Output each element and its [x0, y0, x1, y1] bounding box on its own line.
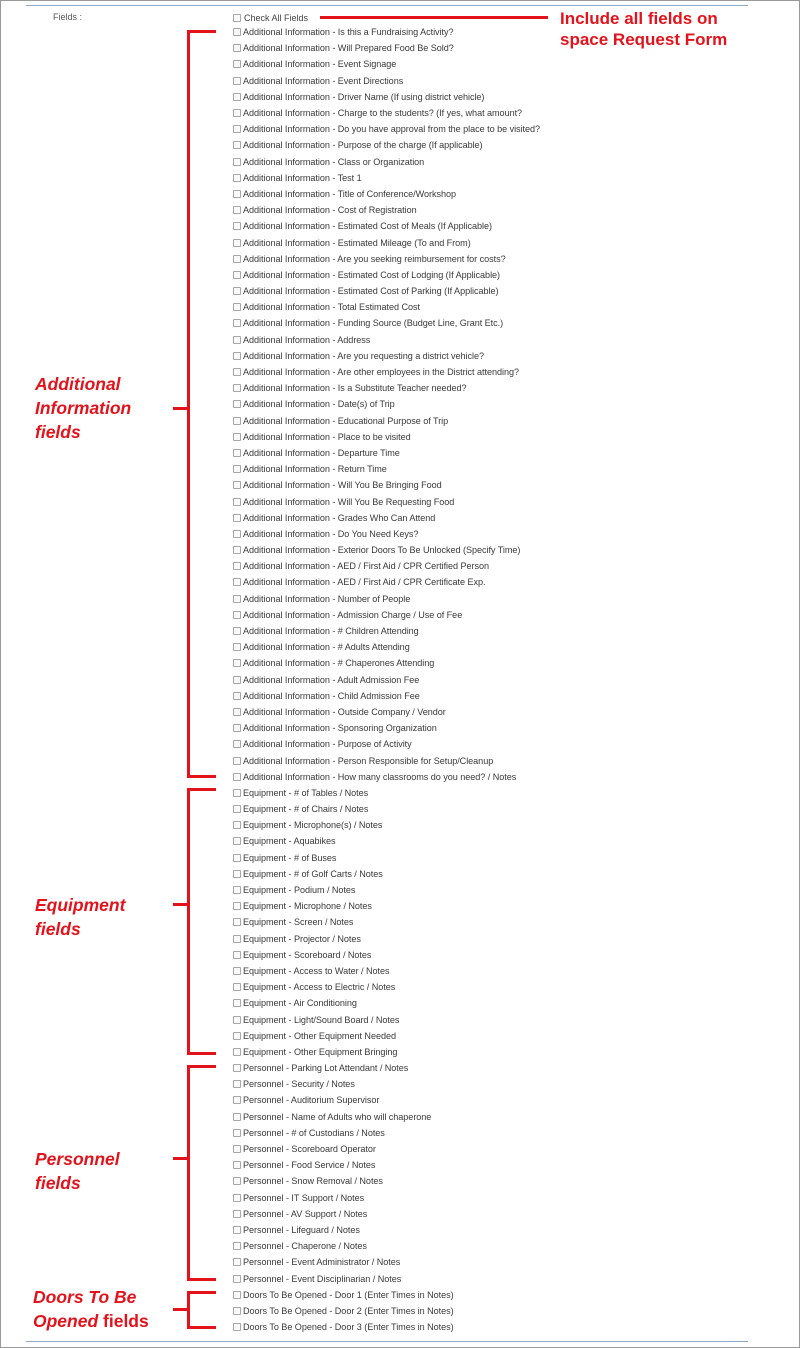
bottom-divider: [26, 1341, 748, 1342]
field-option[interactable]: [233, 154, 540, 170]
field-option-label: Additional Information - Is a Substitute Teacher needed?: [243, 383, 467, 394]
field-option-label: Additional Information - Total Estimated Cost: [243, 302, 421, 313]
field-option-label: Personnel - Lifeguard / Notes: [243, 1224, 360, 1235]
field-checkbox[interactable]: [233, 336, 241, 344]
field-checkbox[interactable]: [233, 870, 241, 878]
field-option[interactable]: [233, 833, 540, 849]
field-checkbox[interactable]: [233, 740, 241, 748]
field-option[interactable]: [233, 672, 540, 688]
field-option-label: Equipment - Aquabikes: [243, 836, 336, 847]
field-option[interactable]: [233, 1238, 540, 1254]
field-checkbox[interactable]: [233, 983, 241, 991]
field-option-label: Additional Information - Estimated Cost of Parking (If Applicable): [243, 286, 499, 297]
field-checkbox[interactable]: [233, 951, 241, 959]
field-option[interactable]: [233, 1222, 540, 1238]
field-option-label: Equipment - # of Chairs / Notes: [243, 804, 369, 815]
field-checkbox[interactable]: [233, 60, 241, 68]
field-option[interactable]: [233, 526, 540, 542]
field-checkbox[interactable]: [233, 902, 241, 910]
field-option-label: Additional Information - Purpose of the charge (If applicable): [243, 140, 483, 151]
field-option-label: Additional Information - Class or Organization: [243, 156, 425, 167]
include-all-callout: [560, 8, 727, 50]
field-checkbox[interactable]: [233, 1161, 241, 1169]
field-option[interactable]: [233, 137, 540, 153]
field-option[interactable]: [233, 995, 540, 1011]
doors-annotation: [33, 1285, 149, 1333]
field-option-label: Personnel - Name of Adults who will chaperone: [243, 1111, 432, 1122]
field-option[interactable]: [233, 1044, 540, 1060]
field-option[interactable]: [233, 380, 540, 396]
field-option[interactable]: [233, 850, 540, 866]
field-option[interactable]: [233, 801, 540, 817]
field-checkbox[interactable]: [233, 773, 241, 781]
field-option[interactable]: [233, 1011, 540, 1027]
field-checkbox[interactable]: [233, 1129, 241, 1137]
field-option-label: Additional Information - Number of People: [243, 593, 411, 604]
field-option[interactable]: [233, 1319, 540, 1335]
field-option[interactable]: [233, 558, 540, 574]
field-option-label: Additional Information - How many classrooms do you need? / Notes: [243, 771, 517, 782]
personnel-annotation: [35, 1147, 120, 1195]
field-option-label: Additional Information - AED / First Aid / CPR Certificate Exp.: [243, 577, 486, 588]
field-option-label: Additional Information - Driver Name (If using district vehicle): [243, 91, 485, 102]
field-option-label: Equipment - Other Equipment Needed: [243, 1030, 396, 1041]
callout-line-2: space Request Form: [560, 30, 728, 49]
field-checkbox[interactable]: [233, 789, 241, 797]
field-option-label: Additional Information - Child Admission Fee: [243, 690, 420, 701]
field-checkbox[interactable]: [233, 239, 241, 247]
field-option[interactable]: [233, 121, 540, 137]
personnel-annotation-line-2: fields: [35, 1173, 81, 1193]
personnel-annotation-line-1: Personnel: [35, 1149, 120, 1169]
field-checkbox[interactable]: [233, 546, 241, 554]
additional-annotation-line-2: Information: [35, 398, 132, 418]
doors-annotation-fields: fields: [98, 1311, 149, 1331]
field-checkbox[interactable]: [233, 222, 241, 230]
field-option[interactable]: [233, 1190, 540, 1206]
field-checkbox[interactable]: [233, 28, 241, 36]
field-option[interactable]: [233, 493, 540, 509]
field-option[interactable]: [233, 56, 540, 72]
field-checkbox[interactable]: [233, 595, 241, 603]
field-checkbox[interactable]: [233, 1194, 241, 1202]
field-checkbox[interactable]: [233, 44, 241, 52]
field-checkbox[interactable]: [233, 611, 241, 619]
field-option-label: Additional Information - Address: [243, 334, 371, 345]
field-checkbox[interactable]: [233, 287, 241, 295]
field-option-label: Additional Information - Sponsoring Organization: [243, 723, 437, 734]
field-option[interactable]: [233, 817, 540, 833]
callout-line-1: Include all fields on: [560, 9, 718, 28]
field-option[interactable]: [233, 251, 540, 267]
field-option[interactable]: [233, 639, 540, 655]
field-option-label: Additional Information - Place to be visited: [243, 431, 411, 442]
field-option[interactable]: [233, 607, 540, 623]
field-option-label: Additional Information - Do you have approval from the place to be visited?: [243, 124, 541, 135]
field-checkbox[interactable]: [233, 1226, 241, 1234]
field-option-label: Equipment - Podium / Notes: [243, 885, 356, 896]
field-option[interactable]: [233, 591, 540, 607]
field-option[interactable]: [233, 1125, 540, 1141]
field-option[interactable]: [233, 267, 540, 283]
field-option-label: Equipment - Access to Water / Notes: [243, 965, 390, 976]
check-all-fields[interactable]: [233, 12, 308, 24]
field-option-label: Equipment - Light/Sound Board / Notes: [243, 1014, 400, 1025]
fields-label: Fields :: [53, 12, 83, 22]
field-option-label: Additional Information - Event Signage: [243, 59, 397, 70]
field-checkbox[interactable]: [233, 1032, 241, 1040]
field-checkbox[interactable]: [233, 676, 241, 684]
field-checkbox[interactable]: [233, 1210, 241, 1218]
field-option[interactable]: [233, 315, 540, 331]
field-checkbox[interactable]: [233, 465, 241, 473]
field-option[interactable]: [233, 477, 540, 493]
field-option[interactable]: [233, 170, 540, 186]
field-option[interactable]: [233, 963, 540, 979]
field-checkbox[interactable]: [233, 1275, 241, 1283]
field-checkbox[interactable]: [233, 643, 241, 651]
field-checkbox[interactable]: [233, 77, 241, 85]
field-option[interactable]: [233, 542, 540, 558]
field-option[interactable]: [233, 866, 540, 882]
field-option[interactable]: [233, 1173, 540, 1189]
field-checkbox[interactable]: [233, 514, 241, 522]
field-option[interactable]: [233, 1287, 540, 1303]
field-checkbox[interactable]: [233, 109, 241, 117]
field-option-label: Additional Information - Event Directions: [243, 75, 404, 86]
field-option[interactable]: [233, 510, 540, 526]
field-option-label: Additional Information - Estimated Cost of Meals (If Applicable): [243, 221, 493, 232]
doors-annotation-opened: Opened: [33, 1311, 99, 1331]
field-option-label: Equipment - Projector / Notes: [243, 933, 361, 944]
callout-line: [320, 16, 548, 19]
field-checkbox[interactable]: [233, 481, 241, 489]
field-option-label: Additional Information - # Adults Attending: [243, 642, 410, 653]
field-option-label: Equipment - Air Conditioning: [243, 998, 357, 1009]
field-option[interactable]: [233, 769, 540, 785]
field-option[interactable]: [233, 283, 540, 299]
field-option[interactable]: [233, 1092, 540, 1108]
field-checkbox[interactable]: [233, 886, 241, 894]
field-checkbox[interactable]: [233, 967, 241, 975]
field-checkbox[interactable]: [233, 271, 241, 279]
field-checkbox[interactable]: [233, 837, 241, 845]
field-option-label: Additional Information - Do You Need Keys?: [243, 528, 419, 539]
field-checkbox[interactable]: [233, 319, 241, 327]
field-option-label: Additional Information - Are you requesting a district vehicle?: [243, 350, 484, 361]
field-option[interactable]: [233, 364, 540, 380]
field-checkbox[interactable]: [233, 206, 241, 214]
field-checkbox[interactable]: [233, 578, 241, 586]
field-option[interactable]: [233, 785, 540, 801]
field-option-label: Equipment - Access to Electric / Notes: [243, 982, 396, 993]
field-option-label: Equipment - # of Tables / Notes: [243, 787, 369, 798]
field-checkbox[interactable]: [233, 158, 241, 166]
field-option[interactable]: [233, 1109, 540, 1125]
field-option[interactable]: [233, 752, 540, 768]
field-checkbox[interactable]: [233, 724, 241, 732]
field-checkbox[interactable]: [233, 1113, 241, 1121]
field-checkbox[interactable]: [233, 174, 241, 182]
field-option-label: Equipment - # of Buses: [243, 852, 337, 863]
field-option-label: Personnel - Security / Notes: [243, 1079, 355, 1090]
field-option-label: Additional Information - Admission Charge / Use of Fee: [243, 609, 463, 620]
field-option[interactable]: [233, 704, 540, 720]
field-checkbox[interactable]: [233, 1016, 241, 1024]
field-option[interactable]: [233, 89, 540, 105]
field-checkbox[interactable]: [233, 530, 241, 538]
field-option-label: Personnel - Auditorium Supervisor: [243, 1095, 380, 1106]
field-option[interactable]: [233, 1060, 540, 1076]
field-option[interactable]: [233, 1270, 540, 1286]
field-option[interactable]: [233, 429, 540, 445]
top-divider: [26, 5, 748, 6]
field-option-label: Additional Information - # Chaperones Attending: [243, 658, 435, 669]
field-option[interactable]: [233, 1303, 540, 1319]
field-option[interactable]: [233, 898, 540, 914]
field-option-label: Personnel - Food Service / Notes: [243, 1160, 376, 1171]
doors-annotation-line-1: Doors To Be: [33, 1287, 137, 1307]
field-option-label: Personnel - AV Support / Notes: [243, 1208, 368, 1219]
field-option[interactable]: [233, 1141, 540, 1157]
field-option[interactable]: [233, 234, 540, 250]
additional-info-annotation: [35, 372, 131, 444]
field-checkbox[interactable]: [233, 821, 241, 829]
field-option[interactable]: [233, 105, 540, 121]
field-checkbox[interactable]: [233, 368, 241, 376]
check-all-label: Check All Fields: [244, 13, 309, 23]
field-option[interactable]: [233, 1028, 540, 1044]
field-option-label: Personnel - Chaperone / Notes: [243, 1241, 367, 1252]
field-option[interactable]: [233, 688, 540, 704]
field-checkbox[interactable]: [233, 659, 241, 667]
field-checkbox[interactable]: [233, 400, 241, 408]
field-option-label: Additional Information - Are you seeking reimbursement for costs?: [243, 253, 506, 264]
field-checkbox[interactable]: [233, 1048, 241, 1056]
equipment-annotation-line-1: Equipment: [35, 895, 126, 915]
field-checkbox[interactable]: [233, 190, 241, 198]
field-option-label: Equipment - Microphone(s) / Notes: [243, 820, 383, 831]
field-checkbox[interactable]: [233, 1080, 241, 1088]
field-option-label: Additional Information - Outside Company / Vendor: [243, 706, 446, 717]
field-option-label: Additional Information - Are other employees in the District attending?: [243, 367, 519, 378]
field-checkbox[interactable]: [233, 449, 241, 457]
field-option[interactable]: [233, 623, 540, 639]
field-option[interactable]: [233, 73, 540, 89]
field-option-label: Additional Information - Departure Time: [243, 447, 400, 458]
field-option-label: Additional Information - Will You Be Requesting Food: [243, 496, 455, 507]
field-option-label: Personnel - Snow Removal / Notes: [243, 1176, 383, 1187]
field-option-label: Equipment - # of Golf Carts / Notes: [243, 868, 383, 879]
field-option[interactable]: [233, 186, 540, 202]
field-checkbox[interactable]: [233, 1323, 241, 1331]
field-option[interactable]: [233, 1254, 540, 1270]
field-option[interactable]: [233, 574, 540, 590]
field-checkbox[interactable]: [233, 417, 241, 425]
field-option-label: Additional Information - Exterior Doors To Be Unlocked (Specify Time): [243, 545, 521, 556]
field-checkbox[interactable]: [233, 1145, 241, 1153]
field-option-label: Additional Information - Test 1: [243, 172, 362, 183]
field-option-label: Additional Information - Estimated Mileage (To and From): [243, 237, 471, 248]
field-checkbox[interactable]: [233, 1258, 241, 1266]
field-option[interactable]: [233, 413, 540, 429]
field-checkbox[interactable]: [233, 918, 241, 926]
field-checkbox-list: [233, 24, 540, 1335]
field-option[interactable]: [233, 24, 540, 40]
field-checkbox[interactable]: [233, 692, 241, 700]
field-option-label: Additional Information - Title of Conference/Workshop: [243, 188, 457, 199]
field-option[interactable]: [233, 445, 540, 461]
field-option-label: Additional Information - Charge to the students? (If yes, what amount?: [243, 108, 523, 119]
field-checkbox[interactable]: [233, 141, 241, 149]
field-option[interactable]: [233, 332, 540, 348]
field-option-label: Doors To Be Opened - Door 1 (Enter Times in Notes): [243, 1289, 454, 1300]
field-option[interactable]: [233, 736, 540, 752]
field-option[interactable]: [233, 218, 540, 234]
field-checkbox[interactable]: [233, 757, 241, 765]
doors-annotation-line-2: [33, 1309, 149, 1333]
field-option[interactable]: [233, 348, 540, 364]
equipment-annotation: [35, 893, 125, 941]
field-option-label: Equipment - Screen / Notes: [243, 917, 354, 928]
field-checkbox[interactable]: [233, 999, 241, 1007]
field-option-label: Additional Information - Educational Purpose of Trip: [243, 415, 449, 426]
field-option[interactable]: [233, 947, 540, 963]
field-checkbox[interactable]: [233, 805, 241, 813]
field-option-label: Additional Information - Funding Source (Budget Line, Grant Etc.): [243, 318, 504, 329]
field-checkbox[interactable]: [233, 125, 241, 133]
field-option-label: Additional Information - AED / First Aid / CPR Certified Person: [243, 561, 490, 572]
field-checkbox[interactable]: [233, 498, 241, 506]
field-option[interactable]: [233, 931, 540, 947]
field-option[interactable]: [233, 655, 540, 671]
field-checkbox[interactable]: [233, 303, 241, 311]
field-option-label: Doors To Be Opened - Door 2 (Enter Times in Notes): [243, 1305, 454, 1316]
field-option-label: Additional Information - Cost of Registration: [243, 205, 417, 216]
field-option-label: Personnel - IT Support / Notes: [243, 1192, 365, 1203]
field-option[interactable]: [233, 202, 540, 218]
field-option[interactable]: [233, 720, 540, 736]
field-checkbox[interactable]: [233, 627, 241, 635]
additional-annotation-line-3: fields: [35, 422, 81, 442]
field-checkbox[interactable]: [233, 1307, 241, 1315]
field-option-label: Additional Information - Will Prepared Food Be Sold?: [243, 43, 454, 54]
field-option-label: Additional Information - Purpose of Activity: [243, 739, 412, 750]
additional-annotation-line-1: Additional: [35, 374, 121, 394]
field-option-label: Personnel - Scoreboard Operator: [243, 1144, 376, 1155]
field-option-label: Personnel - Event Administrator / Notes: [243, 1257, 401, 1268]
field-checkbox[interactable]: [233, 1291, 241, 1299]
field-option-label: Additional Information - Is this a Fundraising Activity?: [243, 27, 454, 38]
field-option-label: Personnel - # of Custodians / Notes: [243, 1127, 385, 1138]
field-option-label: Additional Information - Person Responsible for Setup/Cleanup: [243, 755, 494, 766]
field-option[interactable]: [233, 299, 540, 315]
field-checkbox[interactable]: [233, 93, 241, 101]
field-option[interactable]: [233, 1206, 540, 1222]
field-option[interactable]: [233, 979, 540, 995]
field-checkbox[interactable]: [233, 352, 241, 360]
field-option-label: Equipment - Scoreboard / Notes: [243, 949, 372, 960]
field-option-label: Doors To Be Opened - Door 3 (Enter Times in Notes): [243, 1322, 454, 1333]
field-option-label: Equipment - Other Equipment Bringing: [243, 1046, 398, 1057]
field-checkbox[interactable]: [233, 1096, 241, 1104]
field-checkbox[interactable]: [233, 1177, 241, 1185]
field-checkbox[interactable]: [233, 708, 241, 716]
field-option-label: Personnel - Parking Lot Attendant / Notes: [243, 1063, 409, 1074]
field-option[interactable]: [233, 914, 540, 930]
field-checkbox[interactable]: [233, 255, 241, 263]
field-option[interactable]: [233, 461, 540, 477]
field-option-label: Personnel - Event Disciplinarian / Notes: [243, 1273, 402, 1284]
field-option[interactable]: [233, 1157, 540, 1173]
field-checkbox[interactable]: [233, 562, 241, 570]
field-checkbox[interactable]: [233, 384, 241, 392]
field-checkbox[interactable]: [233, 935, 241, 943]
field-option[interactable]: [233, 396, 540, 412]
field-option[interactable]: [233, 1076, 540, 1092]
field-checkbox[interactable]: [233, 1242, 241, 1250]
field-checkbox[interactable]: [233, 433, 241, 441]
field-checkbox[interactable]: [233, 1064, 241, 1072]
field-option-label: Additional Information - Adult Admission Fee: [243, 674, 420, 685]
field-option-label: Additional Information - Date(s) of Trip: [243, 399, 395, 410]
field-option-label: Additional Information - Estimated Cost of Lodging (If Applicable): [243, 269, 501, 280]
field-checkbox[interactable]: [233, 854, 241, 862]
field-option-label: Additional Information - Will You Be Bringing Food: [243, 480, 442, 491]
field-option-label: Additional Information - Return Time: [243, 464, 387, 475]
field-option-label: Additional Information - Grades Who Can Attend: [243, 512, 436, 523]
field-option-label: Additional Information - # Children Attending: [243, 626, 419, 637]
equipment-annotation-line-2: fields: [35, 919, 81, 939]
field-option-label: Equipment - Microphone / Notes: [243, 901, 372, 912]
field-option[interactable]: [233, 40, 540, 56]
check-all-checkbox[interactable]: [233, 14, 241, 22]
field-option[interactable]: [233, 882, 540, 898]
